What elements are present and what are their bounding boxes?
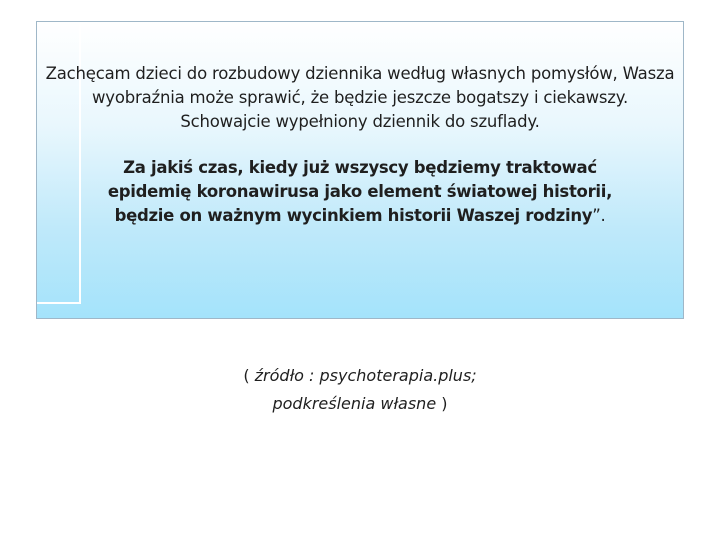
source-text: źródło : psychoterapia.plus; bbox=[254, 366, 477, 385]
quote-line: Schowajcie wypełniony dziennik do szuflady. bbox=[180, 112, 540, 131]
source-line-2 bbox=[0, 390, 720, 418]
quote-line: epidemię koronawirusa jako element światowej historii, bbox=[107, 182, 613, 201]
quote-paragraph-1 bbox=[37, 62, 683, 134]
quote-line-text: będzie on ważnym wycinkiem historii Waszej rodziny bbox=[114, 206, 593, 225]
quote-line-with-closing-mark bbox=[37, 204, 683, 228]
source-citation bbox=[0, 362, 720, 418]
source-line-1 bbox=[0, 362, 720, 390]
open-paren: ( bbox=[243, 366, 250, 385]
close-paren: ) bbox=[441, 394, 448, 413]
quote-line: wyobraźnia może sprawić, że będzie jeszcze bogatszy i ciekawszy. bbox=[91, 88, 629, 107]
quote-line: Za jakiś czas, kiedy już wszyscy będziemy traktować bbox=[123, 158, 597, 177]
quote-paragraph-2 bbox=[37, 156, 683, 228]
quote-line: Zachęcam dzieci do rozbudowy dziennika według własnych pomysłów, Wasza bbox=[45, 64, 675, 83]
closing-quote-mark: ”. bbox=[592, 206, 606, 225]
quote-box bbox=[36, 21, 684, 319]
underline-note: podkreślenia własne bbox=[272, 394, 437, 413]
